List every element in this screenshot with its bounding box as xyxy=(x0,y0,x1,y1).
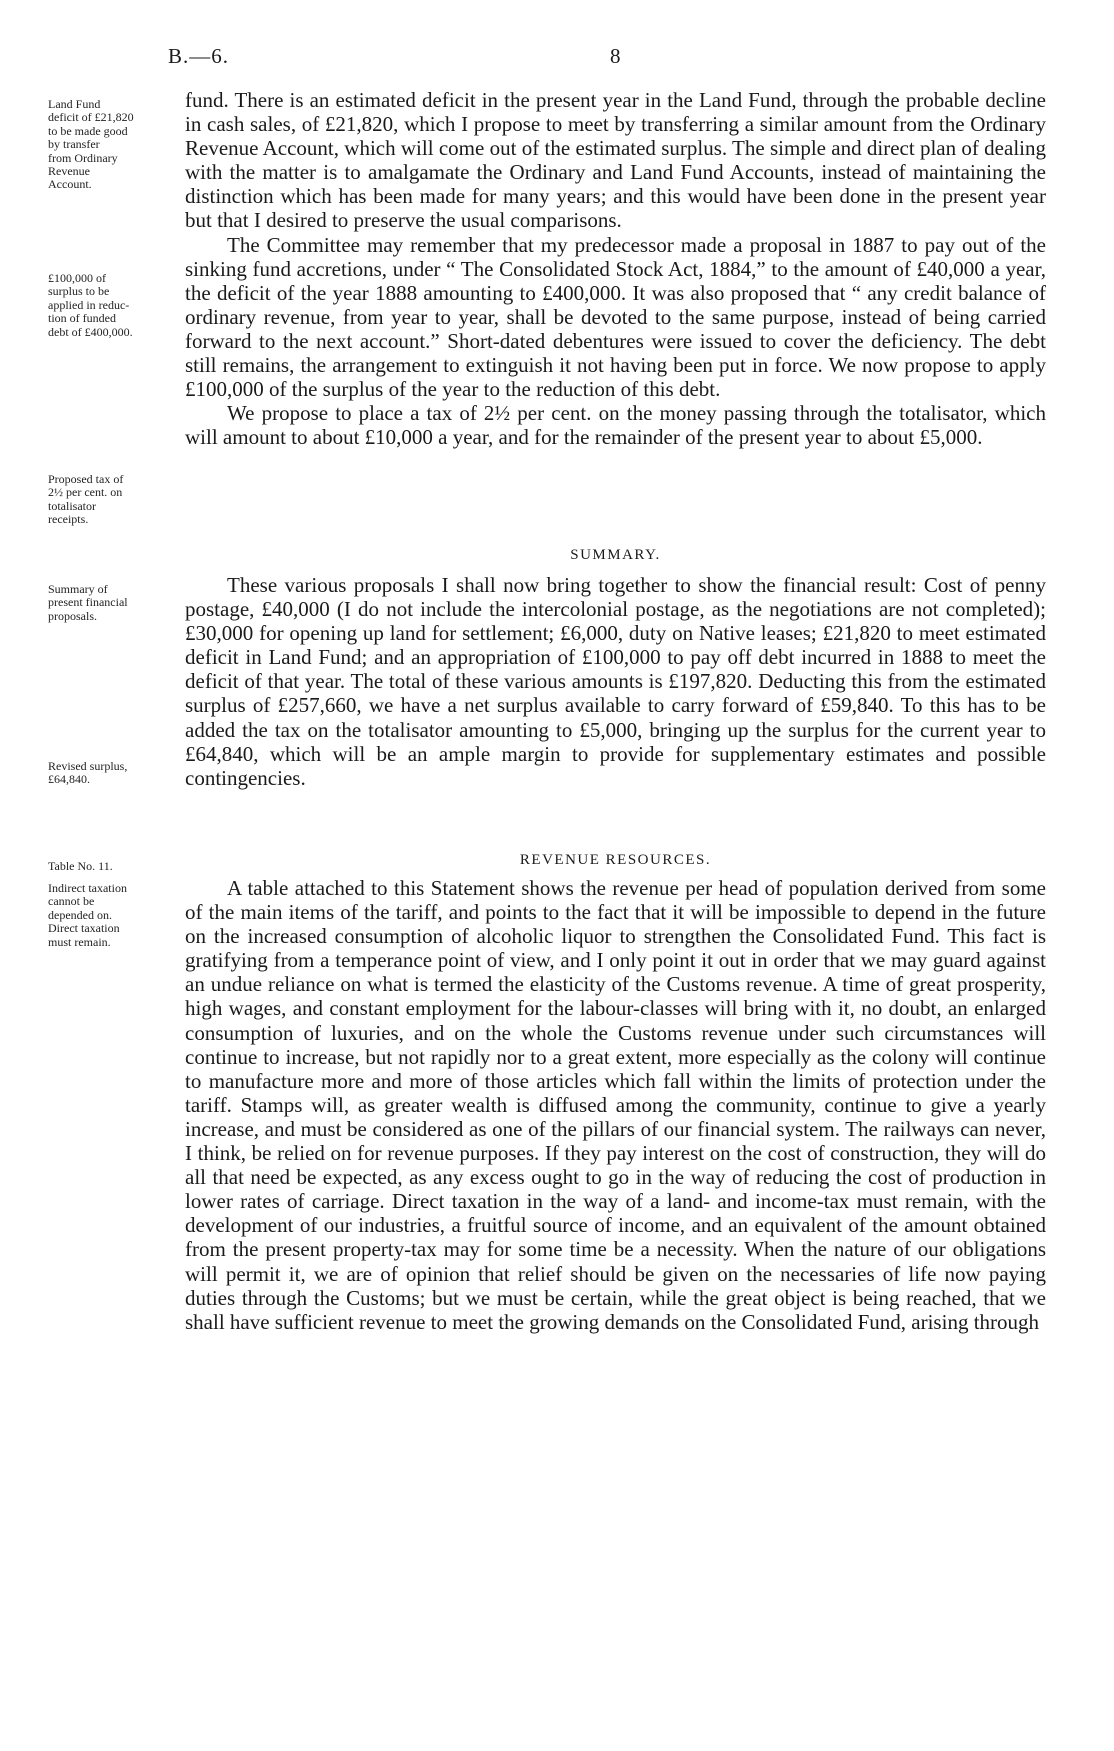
margin-note-line: proposals. xyxy=(48,608,97,623)
margin-note-line: present financial xyxy=(48,595,128,610)
body-text-section-2 xyxy=(185,573,1046,790)
margin-note-line: must remain. xyxy=(48,934,111,949)
section-heading-summary: SUMMARY. xyxy=(570,547,661,563)
margin-note-table-reference xyxy=(48,860,180,873)
margin-note-indirect-taxation xyxy=(48,882,180,949)
paragraph-sinking-fund: The Committee may remember that my predecessor made a proposal in 1887 to pay out of the sinking fund accretions, under “ The Consolidated Stock Act, 1884,” to the amount of £40,000 a year, the deficit of the year 1888 amounting to £400,000. It was also proposed that “ any credit balance of ordinary revenue, from year to year, shall be devoted to the same purpose, instead of being carried forward to the next account.” Short-dated debentures were issued to cover the deficiency. The debt still remains, the arrangement to extinguish it not having been put in force. We now propose to apply £100,000 of the surplus of the year to the reduction of this debt. xyxy=(185,232,1046,402)
margin-note-surplus-reduction xyxy=(48,272,180,339)
margin-note-line: receipts. xyxy=(48,512,89,527)
margin-note-line: Proposed tax of xyxy=(48,472,124,486)
margin-note-line: applied in reduc- xyxy=(48,297,130,312)
margin-note-totalisator-tax xyxy=(48,473,180,527)
page-header xyxy=(0,44,1114,74)
margin-note-line: Revenue xyxy=(48,164,90,179)
margin-note-line: deficit of £21,820 xyxy=(48,110,134,125)
margin-note-line: surplus to be xyxy=(48,284,110,299)
paragraph-summary: These various proposals I shall now bring together to show the financial result: Cost of penny postage, £40,000 (I do not include the intercolonial postage, as the negotiations are not completed); £30,000 for opening up land for settlement; £6,000, duty on Native leases; £21,820 to meet estimated deficit in Land Fund; and an appropriation of £100,000 to pay off debt incurred in 1888 to meet the deficit of that year. The total of these various amounts is £197,820. Deducting this from the estimated surplus of £257,660, we have a net surplus available to carry forward of £59,840. To this has to be added the tax on the totalisator amounting to £5,000, bringing up the surplus for the current year to £64,840, which will be an ample margin to provide for supplementary estimates and possible contingencies. xyxy=(185,573,1046,790)
margin-note-line: Summary of xyxy=(48,582,108,596)
paragraph-land-fund: fund. There is an estimated deficit in the present year in the Land Fund, through the probable decline in cash sales, of £21,820, which I propose to meet by transferring a similar amount from the Ordinary Revenue Account, which will come out of the estimated surplus. The simple and direct plan of dealing with the matter is to amalgamate the Ordinary and Land Fund Accounts, instead of maintaining the distinction which has been made for many years; and this would have been done in the present year but that I desired to preserve the usual comparisons. xyxy=(185,88,1046,233)
margin-note-line: Land Fund xyxy=(48,97,101,111)
margin-note-line: Direct taxation xyxy=(48,921,120,936)
margin-note-line: totalisator xyxy=(48,498,96,513)
margin-note-line: debt of £400,000. xyxy=(48,324,133,339)
margin-note-line: depended on. xyxy=(48,907,112,922)
page-number: 8 xyxy=(610,44,621,68)
body-text-section-1 xyxy=(185,88,1046,449)
margin-note-line: cannot be xyxy=(48,894,95,909)
margin-note-line: Table No. 11. xyxy=(48,859,113,873)
parliamentary-paper-reference: B.—6. xyxy=(168,44,230,68)
margin-note-line: Revised surplus, xyxy=(48,759,128,773)
margin-note-line: £64,840. xyxy=(48,772,90,787)
margin-note-summary xyxy=(48,583,180,623)
margin-note-line: 2½ per cent. on xyxy=(48,485,123,500)
section-heading-revenue-resources: REVENUE RESOURCES. xyxy=(519,852,712,868)
margin-note-line: by transfer xyxy=(48,137,100,152)
margin-note-line: to be made good xyxy=(48,123,128,138)
margin-note-land-fund xyxy=(48,98,180,192)
paragraph-totalisator: We propose to place a tax of 2½ per cent. on the money passing through the totalisator, which will amount to about £10,000 a year, and for the remainder of the present year to about £5,000. xyxy=(185,401,1046,450)
margin-note-revised-surplus xyxy=(48,760,180,787)
margin-note-line: from Ordinary xyxy=(48,150,118,165)
margin-note-line: £100,000 of xyxy=(48,271,106,285)
body-text-section-3 xyxy=(185,876,1046,1334)
margin-note-line: tion of funded xyxy=(48,311,116,326)
margin-note-line: Indirect taxation xyxy=(48,881,127,895)
margin-note-line: Account. xyxy=(48,177,92,192)
paragraph-revenue-resources: A table attached to this Statement shows the revenue per head of population derived from some of the main items of the tariff, and points to the fact that it will be impossible to depend in the future on the increased consumption of alcoholic liquor to strengthen the Consolidated Fund. This fact is gratifying from a temperance point of view, and I only point it out in order that we may guard against an undue reliance on what is termed the elasticity of the Customs revenue. A time of great prosperity, high wages, and constant employment for the labour-classes will bring with it, no doubt, an enlarged consumption of luxuries, and on the whole the Customs revenue under such circumstances will continue to increase, but not rapidly nor to a great extent, more especially as the colony will continue to manufacture more and more of those articles which fall within the limits of protection under the tariff. Stamps will, as greater wealth is diffused among the community, continue to give a yearly increase, and must be considered as one of the pillars of our financial system. The railways can never, I think, be relied on for revenue purposes. If they pay interest on the cost of construction, they will do all that need be expected, as any excess ought to go in the way of reducing the cost of production in lower rates of carriage. Direct taxation in the way of a land- and income-tax must remain, with the development of our industries, a fruitful source of income, and an equivalent of the amount obtained from the present property-tax may for some time be a necessity. When the nature of our obligations will permit it, we are of opinion that relief should be given on the necessaries of life now paying duties through the Customs; but we must be certain, while the great object is being reached, that we shall have sufficient revenue to meet the growing demands on the Consolidated Fund, arising through xyxy=(185,876,1046,1334)
